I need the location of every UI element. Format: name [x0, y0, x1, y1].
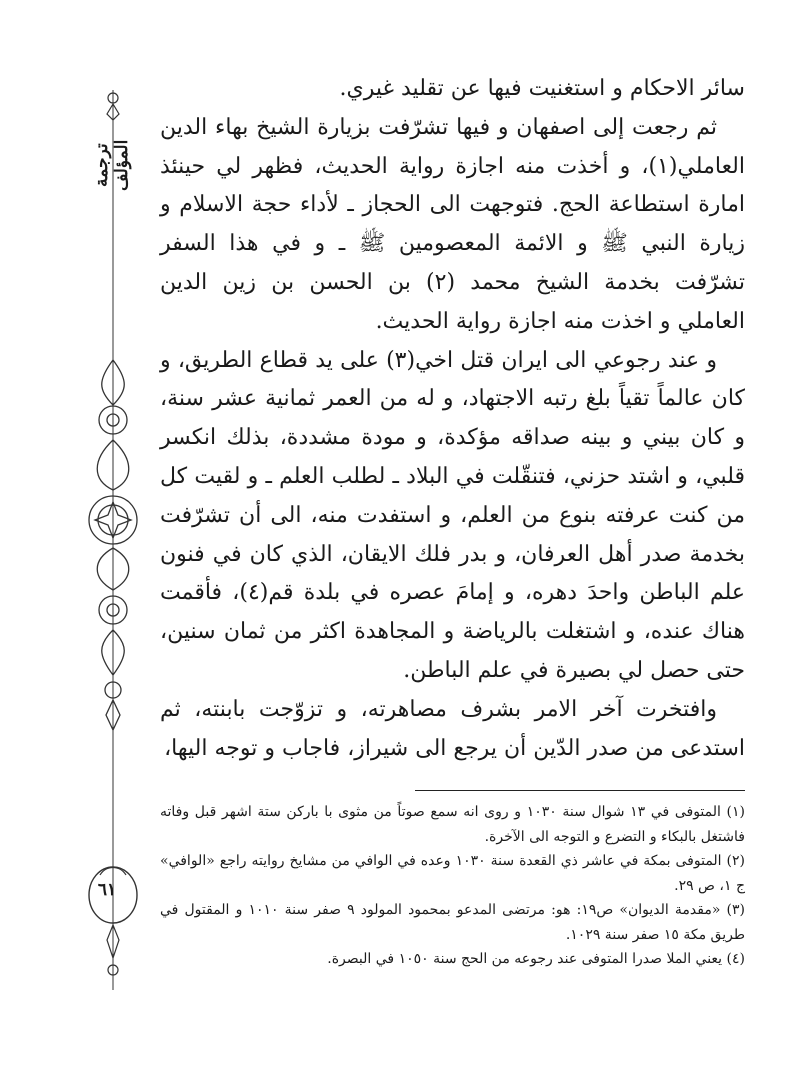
main-text	[160, 70, 745, 768]
running-head: ترجمة المؤلف	[92, 139, 132, 191]
ornament-column-icon	[78, 90, 148, 990]
paragraph-2: ثم رجعت إلى اصفهان و فيها تشرّفت بزيارة الشيخ بهاء الدين العاملي(١)، و أخذت منه اجازة رواية الحديث، فظهر لي حينئذ امارة استطاعة الحج. فتوجهت الى الحجاز ـ لأداء حجة الاسلام و زيارة النبي ﷺ و الائمة المعصومين ﷺ ـ و في هذا السفر تشرّفت بخدمة الشيخ محمد (٢) بن الحسن بن زين الدين العاملي و اخذت منه اجازة رواية الحديث.	[160, 114, 746, 334]
page-number: ٦١	[97, 880, 117, 900]
paragraph-4: وافتخرت آخر الامر بشرف مصاهرته، و تزوّجت بابنته، ثم استدعى من صدر الدّين أن يرجع الى شيراز، فاجاب و توجه اليها،	[160, 696, 745, 761]
footnote-1: (١) المتوفى في ١٣ شوال سنة ١٠٣٠ و روى انه سمع صوتاً من مثوى با باركن ستة اشهر قبل وفاته فاشتغل بالبكاء و التضرع و التوجه الى الآخرة.	[160, 804, 745, 845]
paragraph-3: و عند رجوعي الى ايران قتل اخي(٣) على يد قطاع الطريق، و كان عالماً تقياً بلغ رتبه الاجتهاد، و له من العمر ثمانية عشر سنة، و كان بيني و بينه صداقه مؤكدة، و مودة مشددة، بذلك انكسر قلبي، و اشتد حزني، فتنقّلت في البلاد ـ لطلب العلم ـ و لقيت كل من كنت عرفته بنوع من العلم، و استفدت منه، الى أن تشرّفت بخدمة صدر أهل العرفان، و بدر فلك الايقان، الذي كان في فنون علم الباطن واحدَ دهره، و إمامَ عصره في بلدة قم(٤)، فأقمت هناك عنده، و اشتغلت بالرياضة و المجاهدة اكثر من ثمان سنين، حتى حصل لي بصيرة في علم الباطن.	[160, 347, 745, 683]
margin-ornament	[78, 90, 148, 990]
footnote-4: (٤) يعني الملا صدرا المتوفى عند رجوعه من الحج سنة ١٠٥٠ في البصرة.	[327, 951, 745, 967]
paragraph-1: سائر الاحكام و استغنيت فيها عن تقليد غيري.	[339, 76, 745, 101]
footnote-3: (٣) «مقدمة الديوان» ص١٩: هو: مرتضى المدعو بمحمود المولود ٩ صفر سنة ١٠١٠ و المقتول في طريق مكة ١٥ صفر سنة ١٠٢٩.	[160, 902, 746, 943]
footnotes	[160, 800, 745, 972]
footnote-divider	[415, 790, 745, 791]
footnote-2: (٢) المتوفى بمكة في عاشر ذي القعدة سنة ١٠٣٠ وعده في الوافي من مشايخ روايته راجع «الوافي» ج ١، ص ٢٩.	[160, 853, 746, 894]
